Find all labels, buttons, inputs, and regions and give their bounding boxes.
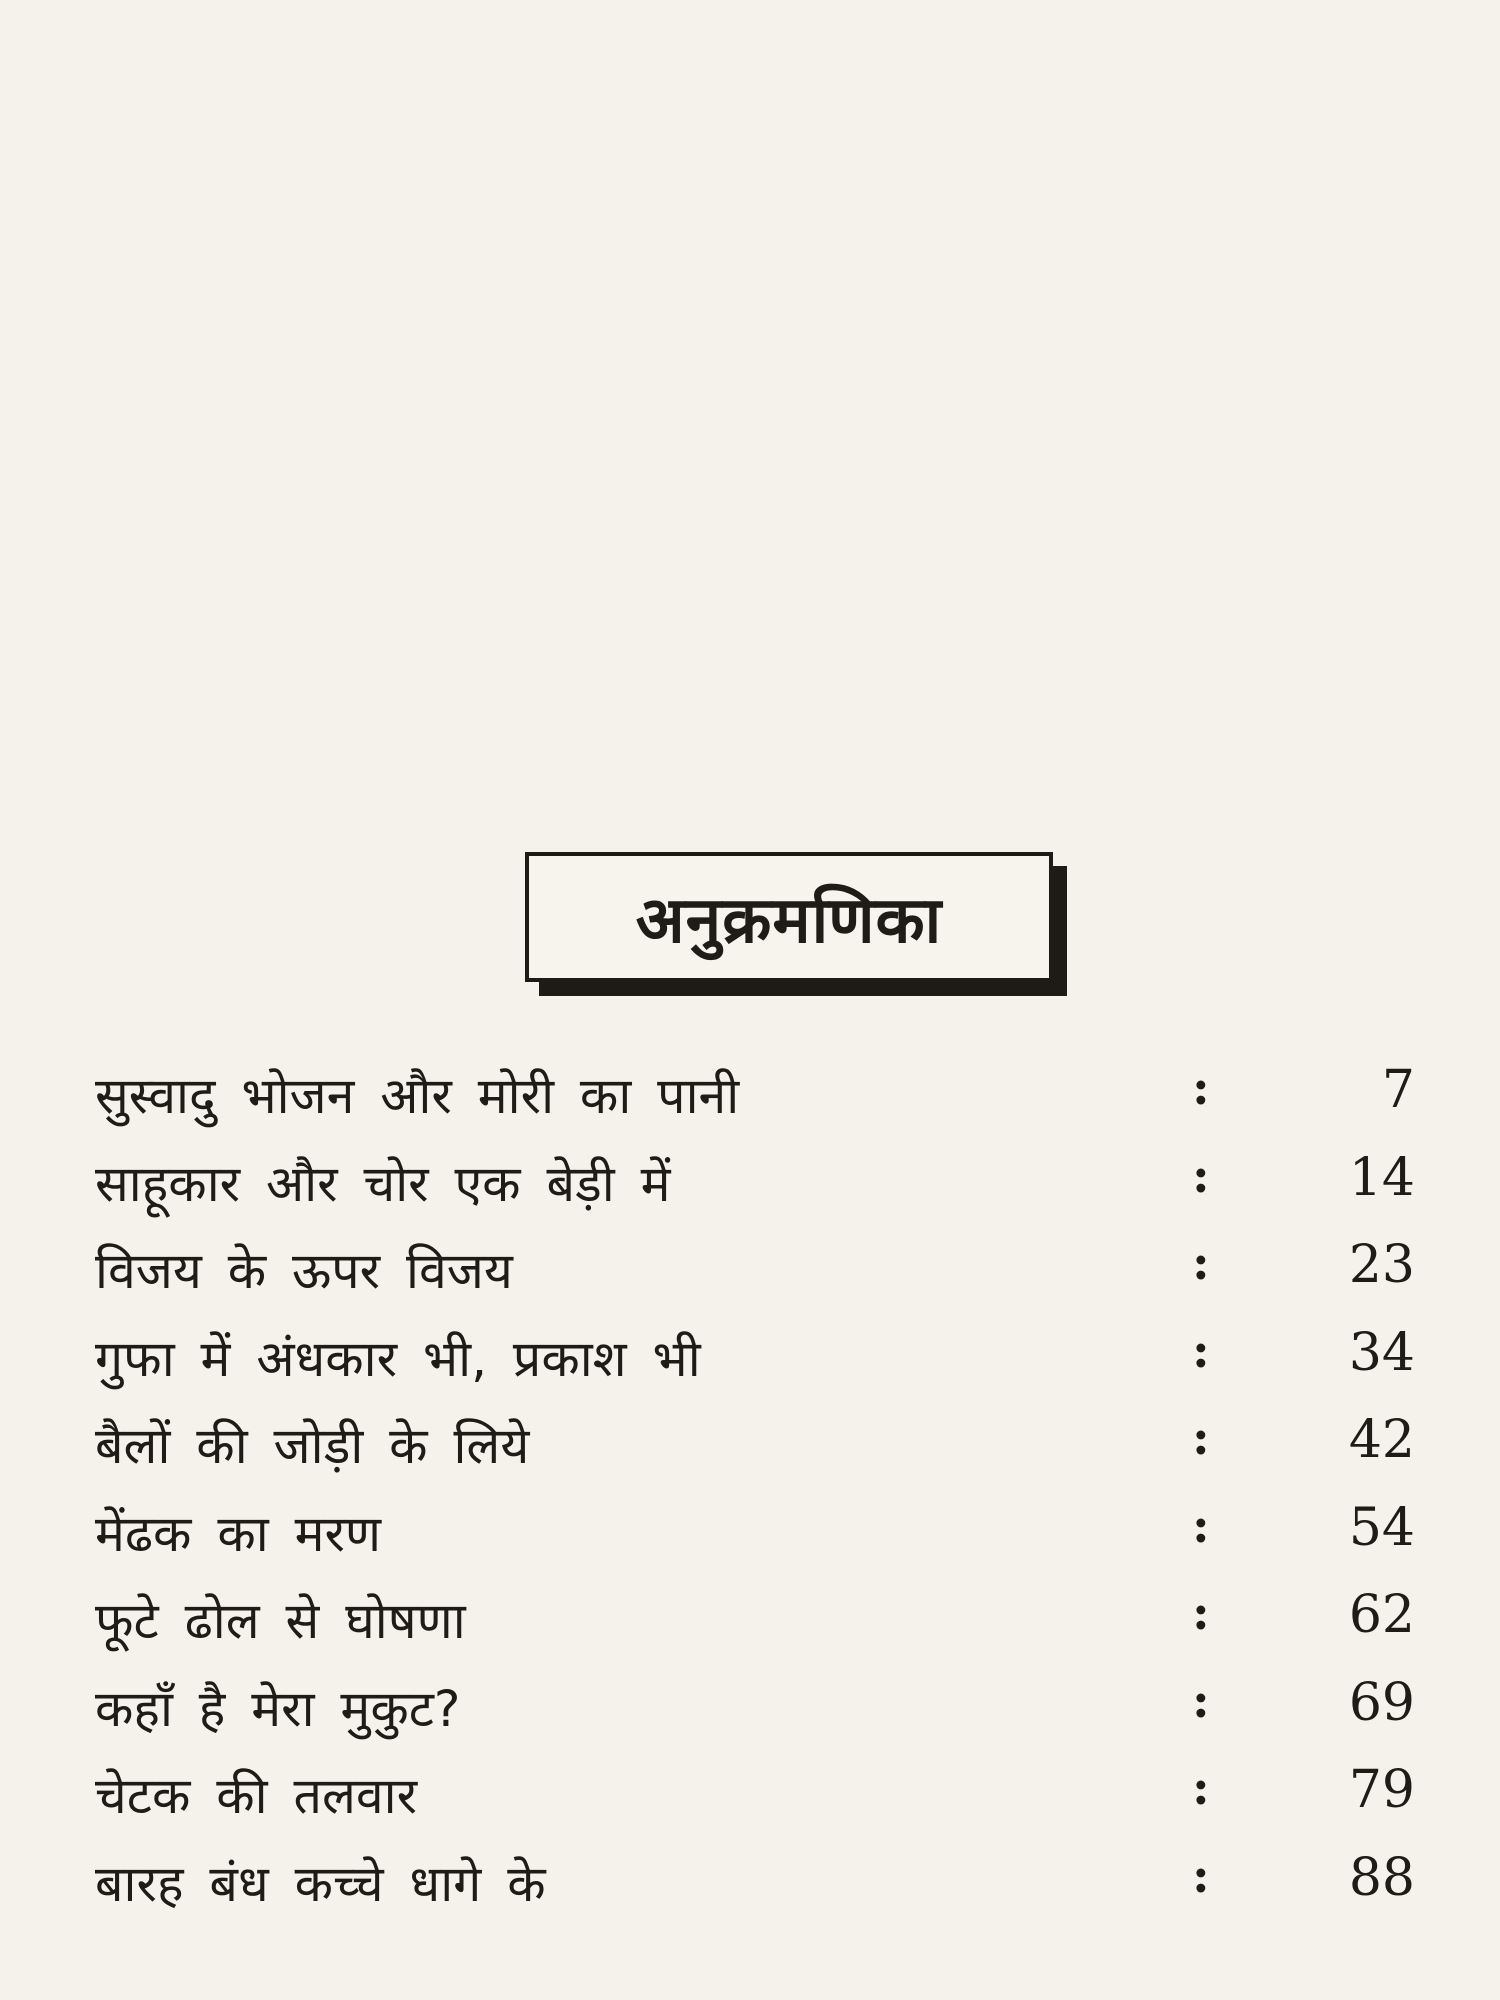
page-heading: अनुक्रमणिका [635, 883, 943, 958]
toc-entry [95, 1673, 1415, 1761]
toc-entry-title: साहूकार और चोर एक बेड़ी में [95, 1154, 671, 1213]
toc-entry-title: चेटक की तलवार [95, 1767, 418, 1825]
toc-separator: : [1192, 1235, 1210, 1291]
toc-entry [95, 1235, 1415, 1323]
toc-separator: : [1192, 1847, 1210, 1904]
toc-entry-page: 79 [1348, 1760, 1415, 1820]
toc-entry-page: 7 [1381, 1060, 1415, 1120]
toc-separator: : [1192, 1410, 1210, 1466]
toc-entry [95, 1148, 1415, 1236]
toc-separator: : [1192, 1497, 1210, 1554]
toc-entry [95, 1060, 1415, 1148]
toc-entry-page: 34 [1348, 1322, 1415, 1383]
toc-entry-page: 42 [1348, 1410, 1415, 1470]
toc-entry-page: 14 [1348, 1147, 1415, 1208]
toc-separator: : [1192, 1760, 1210, 1816]
toc-entry-title: मेंढक का मरण [95, 1504, 382, 1563]
toc-entry [95, 1498, 1415, 1586]
toc-entry-title: विजय के ऊपर विजय [95, 1242, 513, 1300]
toc-entry-title: सुस्वादु भोजन और मोरी का पानी [95, 1067, 740, 1125]
toc-separator: : [1192, 1060, 1210, 1116]
toc-entry-page: 69 [1348, 1672, 1415, 1733]
toc-entry-title: फूटे ढोल से घोषणा [95, 1592, 466, 1650]
table-of-contents [95, 1060, 1415, 1935]
toc-entry-title: गुफा में अंधकार भी, प्रकाश भी [95, 1329, 701, 1388]
toc-entry-page: 88 [1348, 1847, 1415, 1908]
toc-entry [95, 1410, 1415, 1498]
toc-separator: : [1192, 1147, 1210, 1204]
toc-entry [95, 1585, 1415, 1673]
toc-entry-title: बैलों की जोड़ी के लिये [95, 1417, 530, 1475]
toc-entry [95, 1760, 1415, 1848]
toc-entry-page: 62 [1348, 1585, 1415, 1645]
toc-entry [95, 1323, 1415, 1411]
heading-box [525, 852, 1053, 982]
toc-entry-title: बारह बंध कच्चे धागे के [95, 1854, 546, 1913]
toc-entry-page: 23 [1348, 1235, 1415, 1295]
toc-separator: : [1192, 1585, 1210, 1641]
toc-separator: : [1192, 1672, 1210, 1729]
toc-entry-page: 54 [1348, 1497, 1415, 1558]
toc-separator: : [1192, 1322, 1210, 1379]
toc-entry [95, 1848, 1415, 1936]
toc-entry-title: कहाँ है मेरा मुकुट? [95, 1679, 461, 1738]
